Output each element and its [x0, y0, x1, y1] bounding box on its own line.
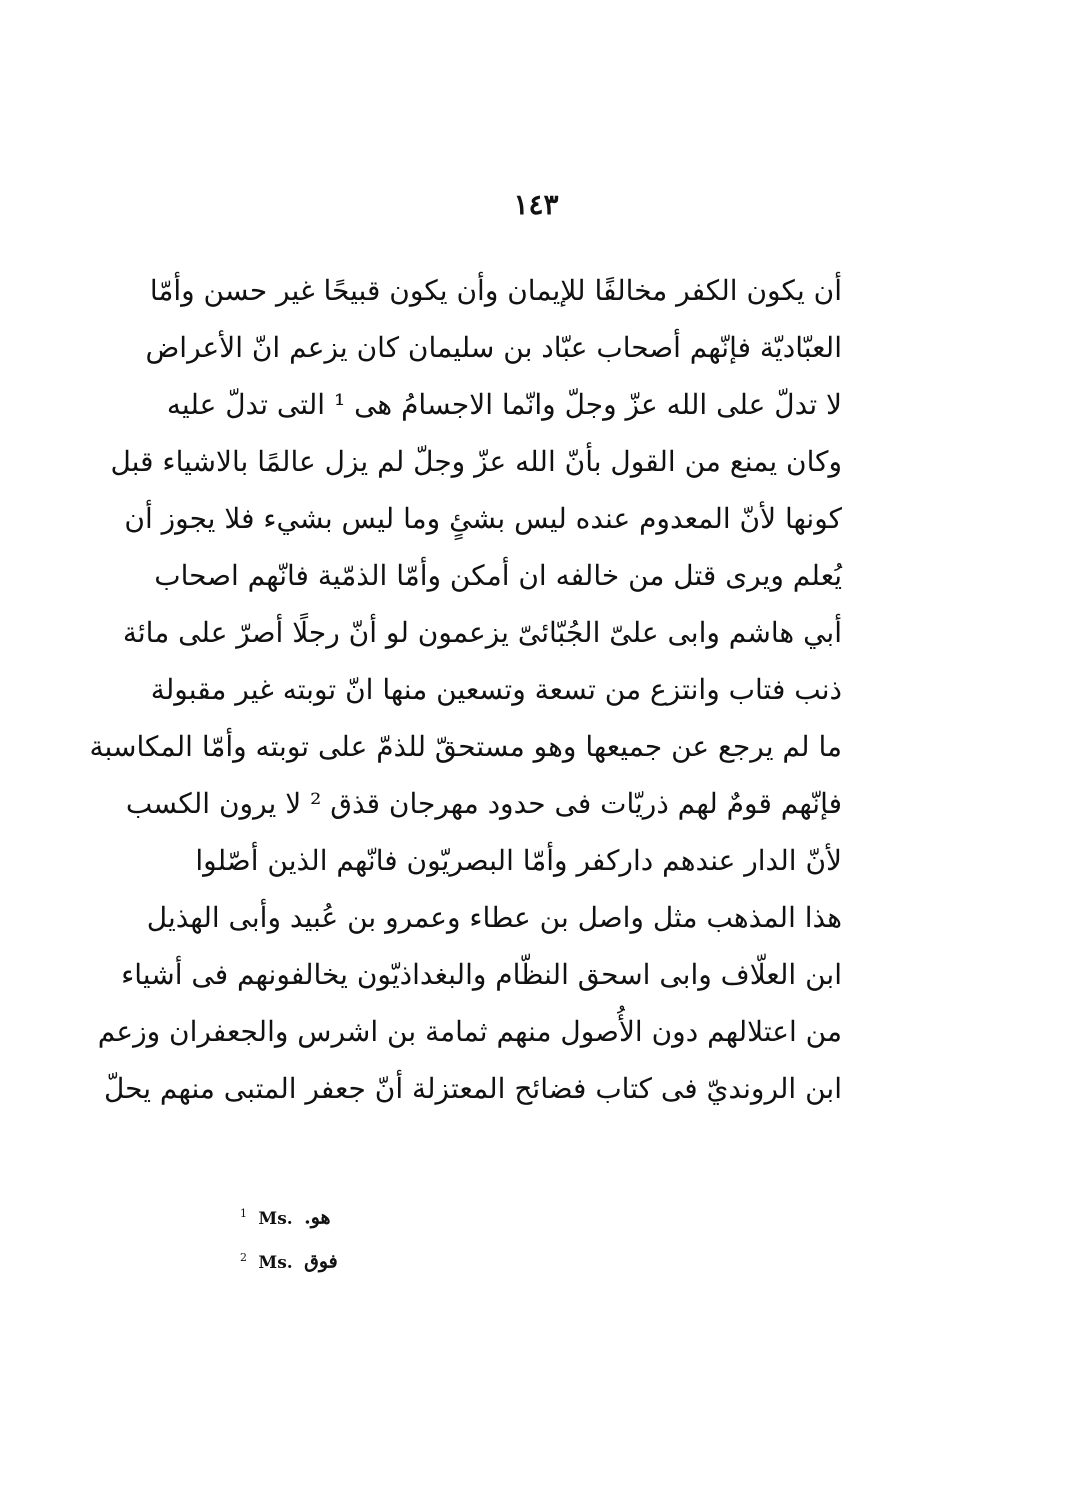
- footnote-2: [240, 1236, 540, 1280]
- footnotes: [240, 1192, 540, 1280]
- text-line: لأنّ الدار عندهم داركفر وأمّا البصريّون فانّهم الذين أصّلوا: [195, 844, 842, 877]
- text-line: ابن العلّاف وابى اسحق النظّام والبغداذيّون يخالفونهم فى أشياء: [121, 958, 842, 991]
- text-line: ما لم يرجع عن جميعها وهو مستحقّ للذمّ على توبته وأمّا المكاسبة: [89, 730, 842, 763]
- text-line: من اعتلالهم دون الأُصول منهم ثمامة بن اشرس والجعفران وزعم: [97, 1015, 842, 1048]
- text-line: كونها لأنّ المعدوم عنده ليس بشئٍ وما ليس بشيء فلا يجوز أن: [124, 502, 842, 535]
- footnote-marker: 1: [240, 1207, 247, 1220]
- text-line: هذا المذهب مثل واصل بن عطاء وعمرو بن عُبيد وأبى الهذيل: [146, 901, 842, 934]
- footnote-1: [240, 1192, 540, 1236]
- text-line: فإنّهم قومٌ لهم ذريّات فى حدود مهرجان قذق ² لا يرون الكسب: [125, 787, 842, 820]
- text-line: ابن الرونديّ فى كتاب فضائح المعتزلة أنّ جعفر المتبى منهم يحلّ: [103, 1072, 842, 1105]
- footnote-word: هو.: [304, 1206, 331, 1229]
- text-line: يُعلم ويرى قتل من خالفه ان أمكن وأمّا الذمّية فانّهم اصحاب: [154, 559, 842, 592]
- footnote-abbreviation: Ms.: [258, 1252, 293, 1273]
- main-text: [89, 262, 842, 1117]
- footnote-marker: 2: [240, 1251, 247, 1264]
- footnote-abbreviation: Ms.: [258, 1208, 293, 1229]
- text-line: أن يكون الكفر مخالفًا للإيمان وأن يكون قبيحًا غير حسن وأمّا: [149, 274, 842, 307]
- page-number: ١٤٣: [513, 188, 559, 221]
- footnote-word: فوق: [304, 1250, 338, 1273]
- text-line: أبي هاشم وابى علىّ الجُبّائىّ يزعمون لو أنّ رجلًا أصرّ على مائة: [122, 616, 842, 649]
- text-line: وكان يمنع من القول بأنّ الله عزّ وجلّ لم يزل عالمًا بالاشياء قبل: [110, 445, 842, 478]
- text-line: لا تدلّ على الله عزّ وجلّ وانّما الاجسامُ هى ¹ التى تدلّ عليه: [166, 388, 842, 421]
- text-line: ذنب فتاب وانتزع من تسعة وتسعين منها انّ توبته غير مقبولة: [150, 673, 842, 706]
- text-line: العبّاديّة فإنّهم أصحاب عبّاد بن سليمان كان يزعم انّ الأعراض: [145, 331, 842, 364]
